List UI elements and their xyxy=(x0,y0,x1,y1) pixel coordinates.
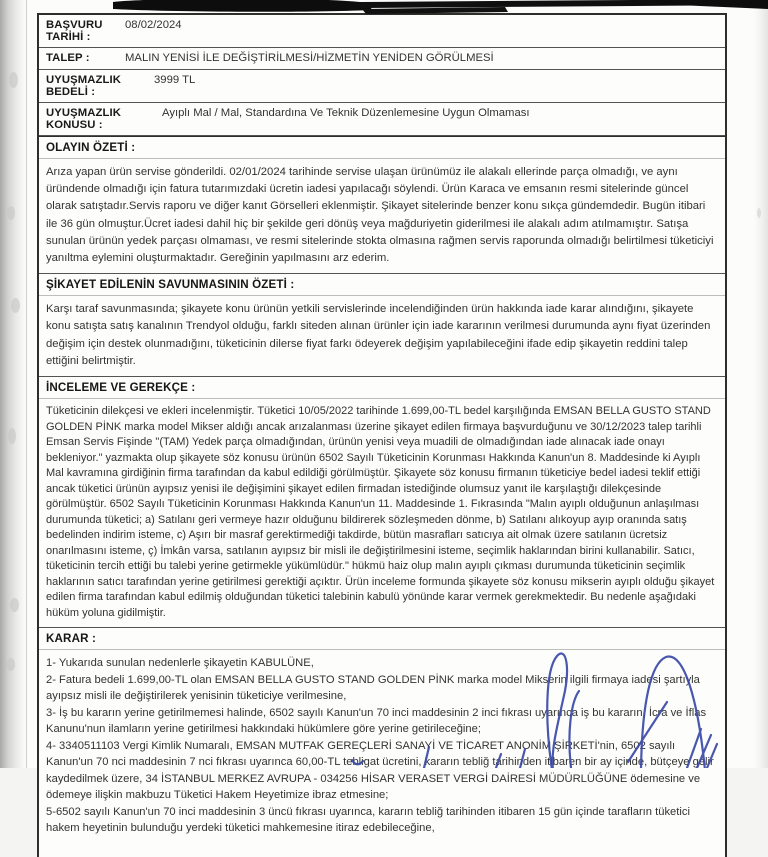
decision-item-1: 1- Yukarıda sunulan nedenlerle şikayetin KABULÜNE, xyxy=(46,657,314,670)
scan-smudge xyxy=(7,206,15,220)
decision-item-5: 5-6502 sayılı Kanun'un 70 inci maddesinin 3 üncü fıkrası uyarınca, kararın tebliğ tarihinden itibaren 15 gün içinde tarafların tüketici hakem heyetinin bulunduğu yerdeki tüketici mahkemesine itiraz edebileceğine, xyxy=(46,805,690,835)
section-inceleme-ve-gerekce xyxy=(39,377,725,628)
field-label: BAŞVURU TARİHİ : xyxy=(46,19,103,43)
decision-item-2: 2- Fatura bedeli 1.699,00-TL olan EMSAN BELLA GUSTO STAND GOLDEN PİNK marka model Mikserin ilgili firmaya iadesi şartıyla ayıpsız misli ile değiştirilerek yenisinin tüketiciye verilmesine, xyxy=(46,673,700,703)
section-heading: İNCELEME VE GEREKÇE : xyxy=(39,377,725,399)
paragraph: Tüketicinin dilekçesi ve ekleri incelenmiştir. Tüketici 10/05/2022 tarihinde 1.699,00-TL bedel karşılığında EMSAN BELLA GUSTO STAND GOLDEN PİNK marka model Mikser aldığı ancak arızalanması üzerine şikayet edilen firmaya başvurduğunu ve 30/12/2023 talep tarihli Emsan Servis Fişinde "(TAM) Yedek parça olmadığından, ürünün yenisi veya muadili de olmadığından iade alınacak iade onayı bekleniyor." yazmakta olup şikayete söz konusu ürünün 6502 Sayılı Tüketicinin Korunması Hakkında Kanun'un 8. Maddesinde ki Ayıplı Mal kavramına girdiğinin firma tarafından da kabul edildiği görülmüştür. Şikayete söz konusu firmanın tüketiciye bedel iadesi teklif ettiği ancak tüketici ürünün ayıpsız yenisi ile değişimini şikayet edilen firmadan istediğinde olumsuz yanıt ile karşılaştığı dilekçesinde görülmüştür. 6502 Sayılı Tüketicinin Korunması Hakkında Kanun'un 11. Maddesinde 1. Fıkrasında "Malın ayıplı olduğunun anlaşılması durumunda tüketici; a) Satılanı geri vermeye hazır olduğunu bildirerek sözleşmeden dönme, b) Satılanı alıkoyup ayıp oranında satış bedelinden indirim isteme, c) Aşırı bir masraf gerektirmediği takdirde, bütün masrafları satıcıya ait olmak üzere satılanın ücretsiz onarılmasını isteme, ç) İmkân varsa, satılanın ayıpsız bir misli ile değiştirilmesini isteme, seçimlik haklarından birini kullanabilir. Satıcı, tüketicinin tercih ettiği bu talebi yerine getirmekle yükümlüdür." hükmü haiz olup malın ayıplı çıkması durumunda tüketicinin seçimlik haklarının satıcı tarafından yerine getirilmesi gerektiği açıktır. Ürün inceleme formunda şikayete söz konusu mikserin ayıplı olduğu şikayet edilen firma tarafından kabul edilmiş olduğundan tüketici talebinin kabulü yönünde karar vermek gerekmektedir. Bu nedenle aşağıdaki hüküm yoluna gidilmiştir. xyxy=(46,405,715,619)
section-karar xyxy=(39,628,725,857)
section-body xyxy=(39,159,725,274)
scan-smudge xyxy=(9,72,18,88)
decision-item-3: 3- İş bu kararın yerine getirilmemesi halinde, 6502 sayılı Kanun'un 70 inci maddesinin 2 inci fıkrası uyarınca iş bu kararın, İcra ve İflas Kanunu'nun ilamların yerine getirilmesi hakkındaki hükümlere göre yerine getirileceğine; xyxy=(46,706,707,736)
section-heading: KARAR : xyxy=(39,628,725,650)
section-olayin-ozeti xyxy=(39,136,725,274)
field-row-basvuru-tarihi xyxy=(39,15,725,48)
scan-smudge xyxy=(11,298,20,313)
scan-smudge xyxy=(757,208,761,218)
field-value: Ayıplı Mal / Mal, Standardına Ve Teknik Düzenlemesine Uygun Olmaması xyxy=(162,107,530,119)
field-label: UYUŞMAZLIK KONUSU : xyxy=(46,107,122,131)
decision-table xyxy=(37,13,727,857)
scan-smudge xyxy=(8,428,16,444)
section-body xyxy=(39,399,725,628)
decision-item-4: 4- 3340511103 Vergi Kimlik Numaralı, EMSAN MUTFAK GEREÇLERİ SANAYİ VE TİCARET ANONİM ŞİRKETİ'nin, 6502 sayılı Kanun'un 70 nci maddesinin 7 nci fıkrası uyarınca 60,00-TL tebligat ücretini, kararın tebliğ tarihinden itibaren bir ay içinde, bütçeye gelir kaydedilmek üzere, 34 İSTANBUL MERKEZ AVRUPA - 034256 HİSAR VERASET VERGİ DAİRESİ MÜDÜRLÜĞÜNE ödemesine ve ödemeye ilişkin makbuzu Tüketici Hakem Heyetimize ibraz etmesine; xyxy=(46,739,714,802)
field-row-talep xyxy=(39,48,725,70)
scan-smudge xyxy=(10,598,19,612)
field-value: 08/02/2024 xyxy=(125,19,182,31)
section-sikayet-edilenin-savunmasinin-ozeti xyxy=(39,274,725,377)
field-label: TALEP : xyxy=(46,52,90,64)
scan-smudge xyxy=(7,658,15,671)
page-right-edge-shadow xyxy=(754,0,768,768)
paragraph: Karşı taraf savunmasında; şikayete konu ürünün yetkili servislerinde incelendiğinden ürün hakkında iade karar alındığını, şikayete konu satışta satış kanalının Trendyol olduğu, farklı siteden alınan ürünler için iade kararının verilmesi durumunda aynı fiyat üzerinden değişim için destek olunmadığını, tüketicinin dilerse fiyat farkı ödeyerek değişim yapılabileceğini ifade edip şikayetin reddini talep ettiğini belirtmiştir. xyxy=(46,303,711,367)
field-row-uyusmazlik-konusu xyxy=(39,103,725,136)
field-value: MALIN YENİSİ İLE DEĞİŞTİRİLMESİ/HİZMETİN YENİDEN GÖRÜLMESİ xyxy=(125,52,494,64)
paragraph: Arıza yapan ürün servise gönderildi. 02/01/2024 tarihinde servise ulaşan ürünümüz ile alakalı ellerinde parça olmadığı, ve aynı üründende olmadığı için fatura tutarımızdaki ücretin iadesi yapılacağı söylendi. Ürün Karaca ve emsanın resmi sitelerinde güncel olarak satıştadır.Servis raporu ve diğer kanıt Görselleri eklenmiştir. Şikayet sitelerinde benzer konu sıkça gündemdedir. Bugün itibari ile 36 gün olmuştur.Ücret iadesi dahil hiç bir şekilde geri dönüş veya mağduriyetin giderilmesi ile alakalı adım atılmamıştır. Satışa sunulan ürünün yedek parçası olmaması, ve resmi sitelerinde stokta olmasına rağmen servis raporunda olmadığı belirtilmesi tüketiciyi yanıltma eylemini oluşturmaktadır. Gereğinin yapılmasını arz ederim. xyxy=(46,166,714,265)
page-left-edge-shadow xyxy=(0,0,27,768)
field-value: 3999 TL xyxy=(154,74,196,86)
field-label: UYUŞMAZLIK BEDELİ : xyxy=(46,74,122,98)
section-body xyxy=(39,650,725,857)
section-heading: OLAYIN ÖZETİ : xyxy=(39,136,725,159)
section-body xyxy=(39,296,725,377)
field-row-uyusmazlik-bedeli xyxy=(39,70,725,103)
section-heading: ŞİKAYET EDİLENİN SAVUNMASININ ÖZETİ : xyxy=(39,274,725,296)
